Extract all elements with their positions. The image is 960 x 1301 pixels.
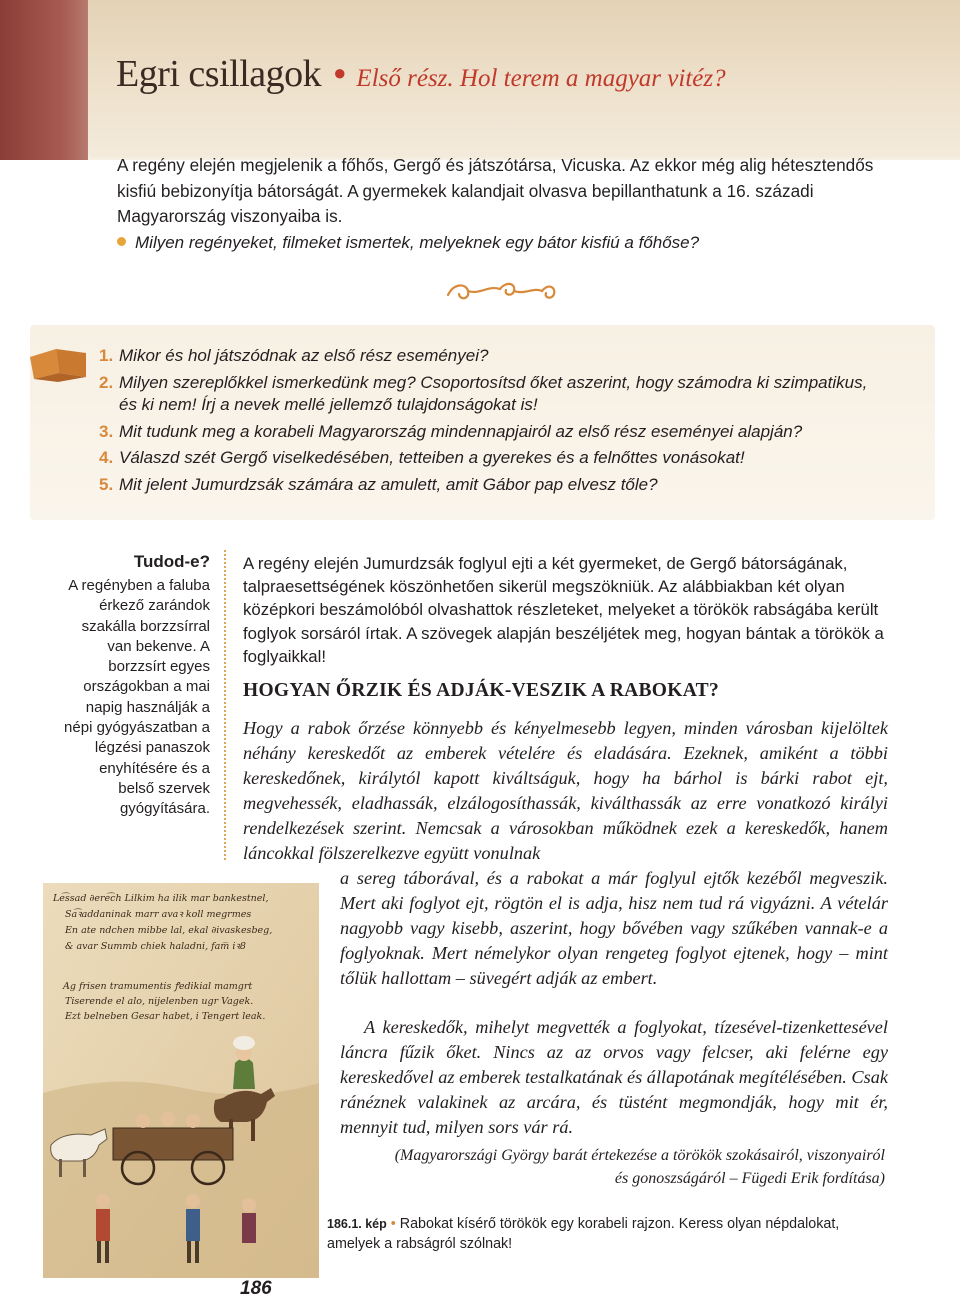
question-item xyxy=(99,345,889,368)
question-text: Mikor és hol játszódnak az első rész eseményei? xyxy=(119,346,489,365)
quote-attribution: (Magyarországi György barát értekezése a törökök szokásairól, viszonyairól és gonoszságáról – Fügedi Erik fordítása) xyxy=(394,1147,885,1187)
intro-question xyxy=(117,233,699,253)
title-separator-dot: ● xyxy=(333,60,347,85)
question-number: 5. xyxy=(99,474,114,494)
question-text: Válaszd szét Gergő viselkedésében, tetteiben a gyerekes és a felnőttes vonásokat! xyxy=(119,448,745,467)
manuscript-line: Tiserende el alo, nijelenben ugr Vagek. xyxy=(65,996,254,1007)
manuscript-line: Ag frisen tramumentis ꝭedikial mamgrt xyxy=(63,981,253,992)
chapter-title: Egri csillagok xyxy=(116,53,322,95)
intro-paragraph: A regény elején megjelenik a főhős, Gergő és játszótársa, Vicuska. Az ekkor még alig hétesztendős kisfiú bebizonyítja bátorságát. A gyermekek kalandjait olvasva bepillanthatunk a 16. századi Magyarország viszonyaiba is. xyxy=(117,155,874,226)
caption-bullet-icon: • xyxy=(390,1216,396,1232)
sidebar-divider xyxy=(224,550,226,860)
section-intro: A regény elején Jumurdzsák foglyul ejti a két gyermeket, de Gergő bátorságának, talpraesettségének köszönhetően sikerül megszökniük. Az alábbiakban két olyan középkori beszámolóból olvashattok részleteket, melyeket a törökök rabságába került foglyok sorsáról írtak. A szövegek alapján beszéljétek meg, hogyan bántak a törökök a foglyaikkal! xyxy=(243,554,884,666)
question-item xyxy=(99,421,889,444)
flourish-ornament-icon xyxy=(444,277,559,305)
question-item xyxy=(99,447,889,470)
quote-paragraph-1-continued: a sereg táborával, és a rabokat a már foglyul ejtők kezéből megveszik. Mert aki foglyot ejt, rögtön el is adja, hisz nem tud rá vigyázni. A vételár nagyobb vagy kisebb, aszerint, hogy bővében vagy szűkében vannak-e a foglyoknak. Mert némelykor olyan rengeteg foglyot ejtenek, hogy – mint tőlük hallottam – süvegért adják az embert. xyxy=(340,868,888,988)
question-list xyxy=(99,345,889,500)
quote-paragraph-2: A kereskedők, mihelyt megvették a foglyokat, tízesével-tizenkettesével láncra fűzik őket. Nincs az az orvos vagy felcser, aki felérne egy kereskedővel az emberek testalkatának és állapotának megítélésében. Csak ránéznek valakinek az arcára, és tüstént megmondják, hogy mit ér, mennyit tud, milyen sors vár rá. xyxy=(340,1017,888,1137)
question-text: Mit jelent Jumurdzsák számára az amulett, amit Gábor pap elvesz tőle? xyxy=(119,474,658,494)
question-item xyxy=(99,474,889,497)
quote-paragraph-1: Hogy a rabok őrzése könnyebb és kényelmesebb legyen, minden városban kijelöltek néhány kereskedőt az emberek vételére és eladására. Ezeknek, amiként a többi kereskedőnek, királytól kapott kiváltságuk, hogy ha bárhol is bárki rabot ejt, megvehessék, eladhassák, elzálogosíthassák, kiválthassák az erre vonatkozó királyi rendelkezések szerint. Nemcsak a városokban működnek ezek a kereskedők, hanem láncokkal fölszerelkezve együtt vonulnak xyxy=(243,718,888,863)
question-text: Milyen szereplőkkel ismerkedünk meg? Csoportosítsd őket aszerint, hogy számodra ki szimpatikus, és ki nem! Írj a nevek mellé jellemző tulajdonságokat is! xyxy=(119,372,868,414)
question-item xyxy=(99,372,889,417)
question-number: 2. xyxy=(99,372,114,392)
manuscript-line: Ezt belneben Gesar habet, i Tengert leak. xyxy=(65,1011,266,1022)
did-you-know-title: Tudod-e? xyxy=(133,552,210,571)
open-book-icon xyxy=(28,343,90,383)
intro-question-text: Milyen regényeket, filmeket ismertek, melyeknek egy bátor kisfiú a főhőse? xyxy=(135,233,700,252)
caption-number: 186.1. kép xyxy=(327,1217,387,1231)
caption-text: Rabokat kísérő törökök egy korabeli rajzon. Keress olyan népdalokat, amelyek a rabságról szólnak! xyxy=(327,1216,840,1252)
chapter-header xyxy=(116,52,726,96)
header-binding-strip xyxy=(0,0,88,160)
did-you-know-text: A regényben a faluba érkező zarándok szakálla borzzsírral van bekenve. A borzzsírt egyes országokban a mai napig használják a népi gyógyászatban a légzési panaszok enyhítésére és a belső szervek gyógyítására. xyxy=(64,577,210,818)
figure-caption xyxy=(327,1214,867,1254)
manuscript-line: Le͡ssad ∂ere͡ch Lilkim ha ilik mar bankestnel, xyxy=(53,893,269,904)
manuscript-line: Sa͡ꝛaddaninak marr avaꝛ koll megrmes xyxy=(65,909,252,920)
manuscript-line: En ate ndchen mibbe lal, ekal ∂ivaskesbeg, xyxy=(65,925,273,936)
question-number: 3. xyxy=(99,421,114,441)
section-heading: HOGYAN ŐRZIK ÉS ADJÁK-VESZIK A RABOKAT? xyxy=(243,680,720,701)
question-text: Mit tudunk meg a korabeli Magyarország mindennapjairól az első rész eseményei alapján? xyxy=(119,421,803,441)
ground-shape xyxy=(43,1082,319,1278)
question-number: 1. xyxy=(99,346,114,365)
page-number: 186 xyxy=(240,1278,272,1299)
manuscript-line: & avar Summb chiek haladni, fam̅ iꝛ8 xyxy=(65,941,246,952)
manuscript-illustration xyxy=(43,883,319,1278)
bullet-dot-icon xyxy=(117,237,126,246)
question-number: 4. xyxy=(99,448,114,467)
chapter-subtitle: Első rész. Hol terem a magyar vitéz? xyxy=(356,65,726,92)
